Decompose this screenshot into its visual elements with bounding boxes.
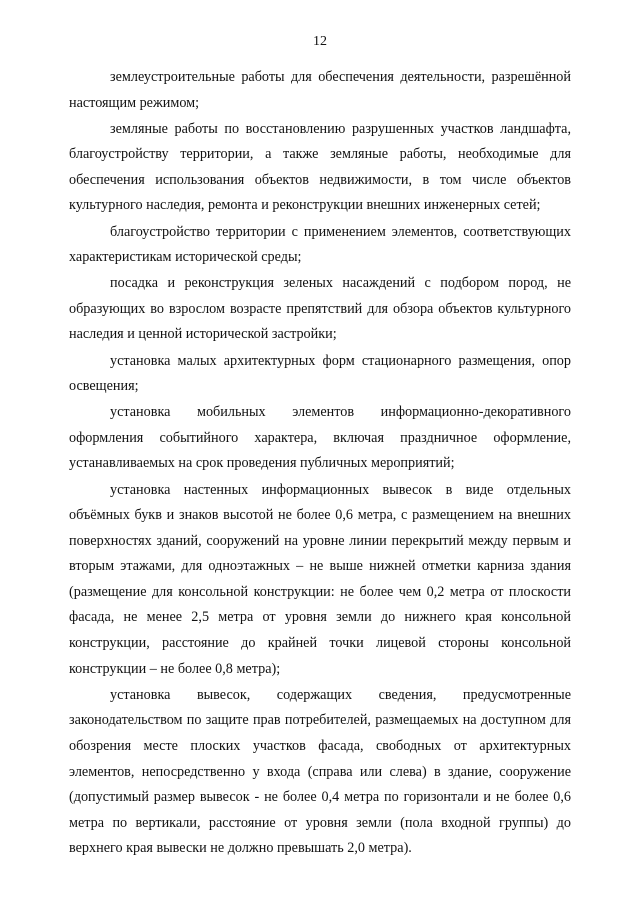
paragraph-earthworks: земляные работы по восстановлению разрушенных участков ландшафта, благоустройству территории, а также земляные работы, необходимые для обеспечения использования объектов недвижимости, в том числе объектов культурного наследия, ремонта и реконструкции внешних инженерных сетей; [69, 120, 571, 214]
paragraph-wall-signs: установка настенных информационных вывесок в виде отдельных объёмных букв и знаков высотой не более 0,6 метра, с размещением на внешних поверхностях зданий, сооружений на уровне линии перекрытий между первым и вторым этажами, для одноэтажных – не выше нижней отметки карниза здания (размещение для консольной конструкции: не более чем 0,2 метра от плоскости фасада, не менее 2,5 метра от уровня земли до нижнего края консольной конструкции, расстояние до крайней точки лицевой стороны консольной конструкции – не более 0,8 метра); [69, 481, 571, 677]
document-body [69, 65, 571, 862]
page-number: 12 [313, 34, 327, 49]
paragraph-territory-improvement: благоустройство территории с применением элементов, соответствующих характеристикам исторической среды; [69, 223, 571, 266]
paragraph-land-management-works: землеустроительные работы для обеспечения деятельности, разрешённой настоящим режимом; [69, 69, 571, 111]
paragraph-green-plantings: посадка и реконструкция зеленых насаждений с подбором пород, не образующих во взрослом возрасте препятствий для обзора объектов культурного наследия и ценной исторической застройки; [69, 275, 571, 343]
paragraph-mobile-decorative-elements: установка мобильных элементов информационно-декоративного оформления событийного характера, включая праздничное оформление, устанавливаемых на срок проведения публичных мероприятий; [69, 404, 571, 472]
paragraph-consumer-info-signs: установка вывесок, содержащих сведения, предусмотренные законодательством по защите прав потребителей, размещаемых на доступном для обозрения месте плоских участков фасада, свободных от архитектурных элементов, непосредственно у входа (справа или слева) в здание, сооружение (допустимый размер вывесок - не более 0,4 метра по горизонтали и не более 0,6 метра по вертикали, расстояние от уровня земли (пола входной группы) до верхнего края вывески не должно превышать 2,0 метра). [69, 686, 571, 857]
paragraph-small-architectural-forms: установка малых архитектурных форм стационарного размещения, опор освещения; [69, 352, 571, 395]
